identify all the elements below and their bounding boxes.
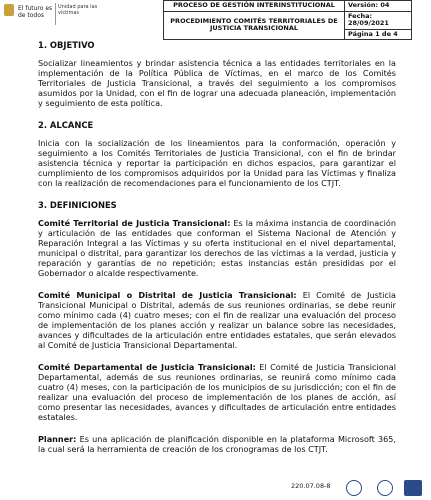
logo-text-left: El futuro es de todos [18,5,53,19]
definition-term: Planner: [38,434,77,444]
definition-text: Es una aplicación de planificación disponible en la plataforma Microsoft 365, la cual será la herramienta de creación de los cronogramas de los CTJT. [38,434,396,454]
alcance-heading: 2. ALCANCE [38,120,94,130]
definition-text: Es la máxima instancia de coordinación y articulación de las entidades que conforman el Sistema Nacional de Atención y Reparación Integral a las Víctimas y su oferta institucional en el nivel departamental, municipal o distrital, para garantizar los derechos de las víctimas a la verdad, justicia y reparación y garantías de no repetición; estas instancias están presididas por el Gobernador o alcalde respectivamente. [38,218,396,278]
document-footer [0,480,431,500]
procedure-label: PROCEDIMIENTO COMITÉS TERRITORIALES DE JUSTICIA TRANSICIONAL [164,11,345,40]
certification-icon [377,480,393,496]
objetivo-heading: 1. OBJETIVO [38,40,95,50]
header-table [163,0,412,40]
definition-item [38,218,396,278]
objetivo-paragraph: Socializar lineamientos y brindar asistencia técnica a las entidades territoriales en la implementación de la Política Pública de Víctimas, en el marco de los Comités Territoriales de Justicia Transicional, a través del seguimiento a los compromisos asumidos por la Unidad, con el fin de lograr una adecuada planeación, implementación y seguimiento de esta política. [38,58,396,108]
seal-icon [346,480,362,496]
colombia-shield-icon [4,4,14,16]
definition-item [38,290,396,350]
document-header [0,0,431,38]
quality-mark-icon [404,480,422,496]
logo-text-right: Unidad para las víctimas [58,4,98,16]
definition-item [38,362,396,422]
alcance-paragraph: Inicia con la socialización de los lineamientos para la conformación, operación y seguimiento a los Comités Territoriales de Justicia Transicional, con el fin de brindar asistencia técnica y reportar la participación en dichos espacios, para garantizar el cumplimiento de los compromisos adquiridos por la Unidad para las Víctimas y finaliza con la realización de recomendaciones para el funcionamiento de los CTJT. [38,138,396,188]
definition-item [38,434,396,454]
definition-term: Comité Departamental de Justicia Transicional: [38,362,256,372]
definition-term: Comité Territorial de Justicia Transicional: [38,218,231,228]
date-label: Fecha: 28/09/2021 [345,11,412,29]
version-label: Versión: 04 [345,1,412,12]
definiciones-heading: 3. DEFINICIONES [38,200,117,210]
definition-term: Comité Municipal o Distrital de Justicia Transicional: [38,290,297,300]
page-number: Página 1 de 4 [345,29,412,40]
definition-text: El Comité de Justicia Transicional Departamental, además de sus reuniones ordinarias, se reunirá como mínimo cada cuatro (4) meses, con la participación de los municipios de su jurisdicción; con el fin de realizar una evaluación del proceso de implementación de los planes de acción, así como presentar las necesidades, avances y dificultades de articulación entre entidades estatales. [38,362,396,422]
document-body [38,40,396,466]
process-label: PROCESO DE GESTIÓN INTERINSTITUCIONAL [164,1,345,12]
institution-logo [0,0,110,34]
logo-divider [55,3,56,25]
definition-text: El Comité de Justicia Transicional Municipal o Distrital, además de sus reuniones ordinarias, se debe reunir como mínimo cada (4) cuatro meses; con el fin de realizar una evaluación del proceso de implementación de los planes acción y realizar un balance sobre las necesidades, avances y dificultades de la articulación entre entidades estatales, que serán elevados al Comité de Justicia Transicional Departamental. [38,290,396,350]
document-code: 220.07.08-8 [291,482,331,490]
